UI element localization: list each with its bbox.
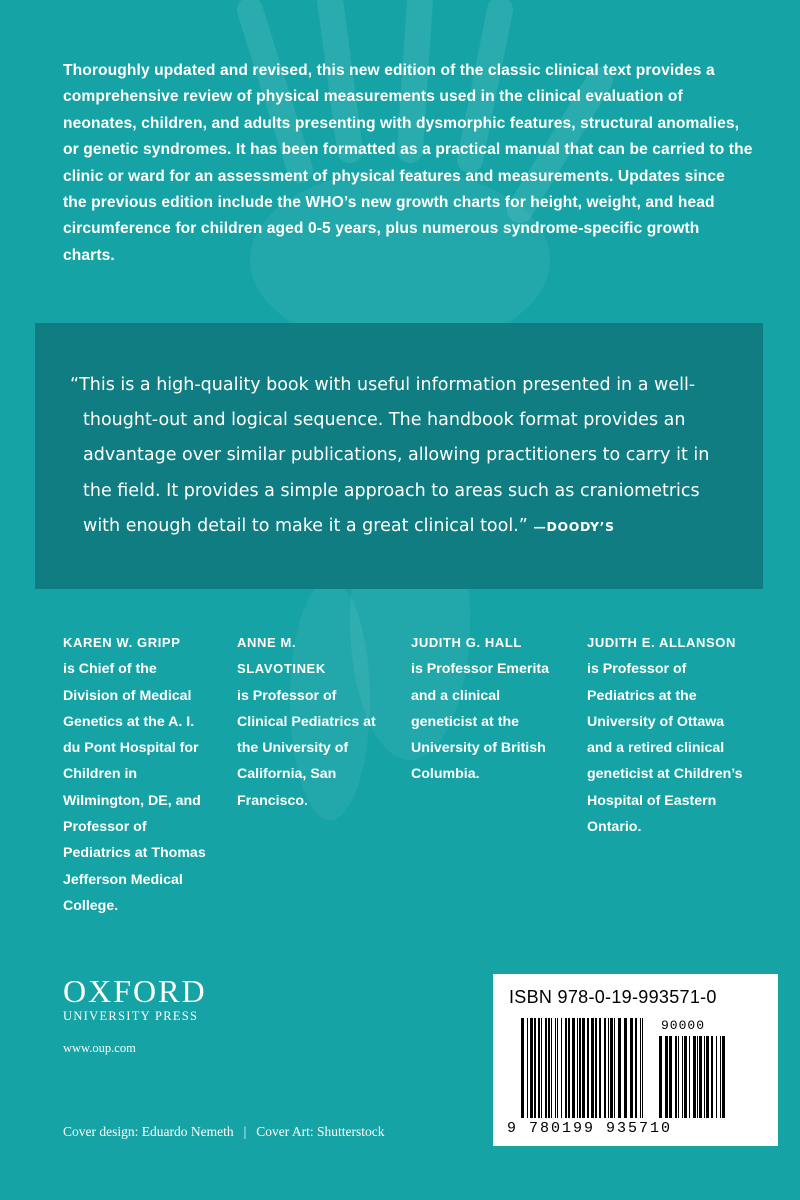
cover-design-credit: Cover design: Eduardo Nemeth (63, 1124, 234, 1139)
barcode-bar (697, 1036, 698, 1118)
barcode-bar (572, 1018, 575, 1118)
quote-text: “This is a high-quality book with useful information presented in a well-thought-out and logical sequence. The handbook format provides an advantage over similar publications, allowing practitioners to carry it in the field. It provides a simple approach to areas such as craniometrics with enough detail to make it a great clinical tool.” (70, 375, 710, 536)
isbn-number: ISBN 978-0-19-993571-0 (509, 987, 717, 1007)
book-description: Thoroughly updated and revised, this new edition of the classic clinical text provides a comprehensive review of physical measurements used in the clinical evaluation of neonates, children, and adults presenting with dysmorphic features, structural anomalies, or genetic syndromes. It has been formatted as a practical manual that can be carried to the clinic or ward for an assessment of physical features and measurements. Updates since the previous edition include the WHO’s new growth charts for height, weight, and head circumference for children aged 0-5 years, plus numerous syndrome-specific growth charts. (63, 62, 753, 264)
author-2 (237, 630, 387, 814)
barcode-bar (604, 1018, 606, 1118)
author-bio: is Chief of the Division of Medical Genetics at the A. I. du Pont Hospital for Children in Wilmington, DE, and Professor of Pediatrics at Thomas Jefferson Medical College. (63, 661, 206, 914)
barcode-bar (640, 1018, 641, 1118)
publisher-name: OXFORD (63, 973, 207, 1009)
barcode-bar (568, 1018, 570, 1118)
author-bio: is Professor Emerita and a clinical geneticist at the University of British Columbia. (411, 661, 549, 783)
barcode-bar (548, 1018, 550, 1118)
barcode-bar (722, 1036, 725, 1118)
barcode-bar (669, 1036, 672, 1118)
barcode-bar (642, 1018, 643, 1118)
barcode-bar (716, 1036, 717, 1118)
publisher-url[interactable]: www.oup.com (63, 1041, 136, 1055)
barcode-bar (530, 1018, 533, 1118)
barcode-bar (720, 1036, 721, 1118)
barcode-bar (610, 1018, 613, 1118)
barcode-bar (582, 1018, 585, 1118)
barcode-bar (665, 1036, 668, 1118)
barcode-bar (699, 1036, 702, 1118)
author-bio: is Professor of Clinical Pediatrics at the University of California, San Francisco. (237, 687, 376, 809)
cover-credits (63, 1124, 385, 1140)
author-name: KAREN W. GRIPP (63, 635, 181, 650)
author-name: JUDITH G. HALL (411, 635, 522, 650)
barcode-bar (675, 1036, 677, 1118)
credit-separator: | (243, 1124, 247, 1139)
publisher-subtitle: UNIVERSITY PRESS (63, 1009, 199, 1023)
barcode-bar (689, 1036, 690, 1118)
barcode-bar (555, 1018, 556, 1118)
publisher-logo (63, 974, 207, 1024)
barcode-bar (678, 1036, 679, 1118)
author-4 (587, 630, 745, 840)
author-1 (63, 630, 213, 919)
barcode-bar (527, 1018, 528, 1118)
barcode-bar (704, 1036, 705, 1118)
barcode-digits: 9 780199 935710 (507, 1120, 673, 1137)
barcode-bar (635, 1018, 637, 1118)
review-quote (70, 368, 735, 544)
barcode-bar (711, 1036, 713, 1118)
author-bio: is Professor of Pediatrics at the University of Ottawa and a retired clinical geneticist at Children’s Hospital of Eastern Ontario. (587, 661, 743, 836)
barcode-bar (614, 1018, 615, 1118)
barcode-bar (608, 1018, 609, 1118)
barcode-bar (561, 1018, 562, 1118)
barcode-bar (591, 1018, 594, 1118)
barcode-bar (565, 1018, 567, 1118)
price-code: 90000 (661, 1018, 706, 1033)
barcode-bar (624, 1018, 627, 1118)
barcode-bar (534, 1018, 536, 1118)
barcode-bar (618, 1018, 621, 1118)
barcode-bar (595, 1018, 597, 1118)
barcode-bar (684, 1036, 687, 1118)
barcode-bar (551, 1018, 552, 1118)
barcode-bar (577, 1018, 578, 1118)
barcode-bar (521, 1018, 524, 1118)
barcode-bar (545, 1018, 547, 1118)
barcode-bar (659, 1036, 662, 1118)
barcode-bar (693, 1036, 696, 1118)
cover-art-credit: Cover Art: Shutterstock (256, 1124, 385, 1139)
author-name: JUDITH E. ALLANSON (587, 635, 736, 650)
barcode-bar (599, 1018, 601, 1118)
barcode-bar (538, 1018, 540, 1118)
barcode-bar (682, 1036, 683, 1118)
barcode-bar (557, 1018, 558, 1118)
barcode-bar (587, 1018, 589, 1118)
author-3 (411, 630, 563, 788)
barcode-bar (630, 1018, 633, 1118)
quote-source: —DOODY’S (533, 518, 615, 534)
barcode-bar (541, 1018, 542, 1118)
barcode-bar (706, 1036, 709, 1118)
isbn-barcode (493, 974, 778, 1146)
barcode-bar (579, 1018, 581, 1118)
author-name: ANNE M. SLAVOTINEK (237, 635, 326, 677)
